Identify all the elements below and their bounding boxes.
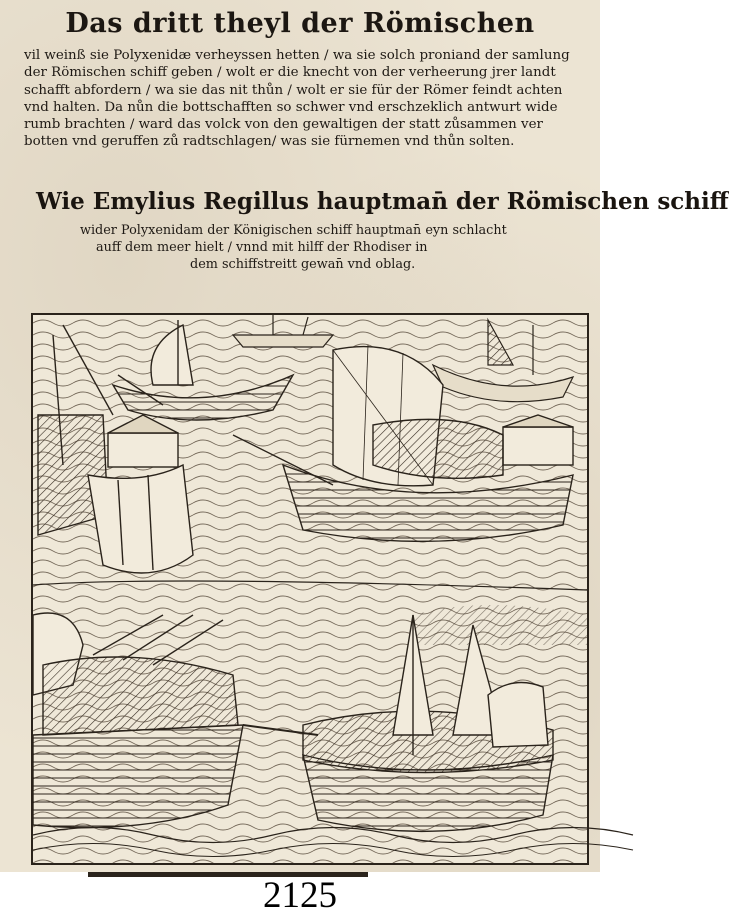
text-line: der Römischen schiff geben / wolt er die knecht von der verheerung jrer landt [24, 65, 556, 81]
text-line: schafft abfordern / wa sie das nit thůn / wolt er sie für der Römer feindt achten [24, 82, 563, 98]
running-header: Das dritt theyl der Römischen [65, 8, 535, 39]
section-heading: Wie Emylius Regillus hauptman̄ der Römischen schiff [36, 188, 729, 215]
caption-line: wider Polyxenidam der Königischen schiff hauptman̄ eyn schlacht [80, 223, 507, 238]
text-line: vnd halten. Da nůn die bottschafften so schwer vnd erschzeklich antwurt wide [24, 99, 558, 115]
caption-line: auff dem meer hielt / vnnd mit hilff der Rhodiser in [96, 240, 428, 255]
caption-line: dem schiffstreitt gewan̄ vnd oblag. [190, 257, 416, 272]
section-caption [80, 222, 580, 273]
text-line: botten vnd geruffen zů radtschlagen/ was sie fürnemen vnd thůn solten. [24, 134, 515, 150]
body-paragraph [24, 47, 584, 151]
text-line: vil weinß sie Polyxenidæ verheyssen hetten / wa sie solch proniand der samlung [24, 48, 570, 63]
naval-battle-woodcut [31, 313, 589, 865]
text-line: rumb brachten / ward das volck von den gewaltigen der statt zůsammen ver [24, 117, 543, 133]
lot-number: 2125 [263, 875, 337, 916]
